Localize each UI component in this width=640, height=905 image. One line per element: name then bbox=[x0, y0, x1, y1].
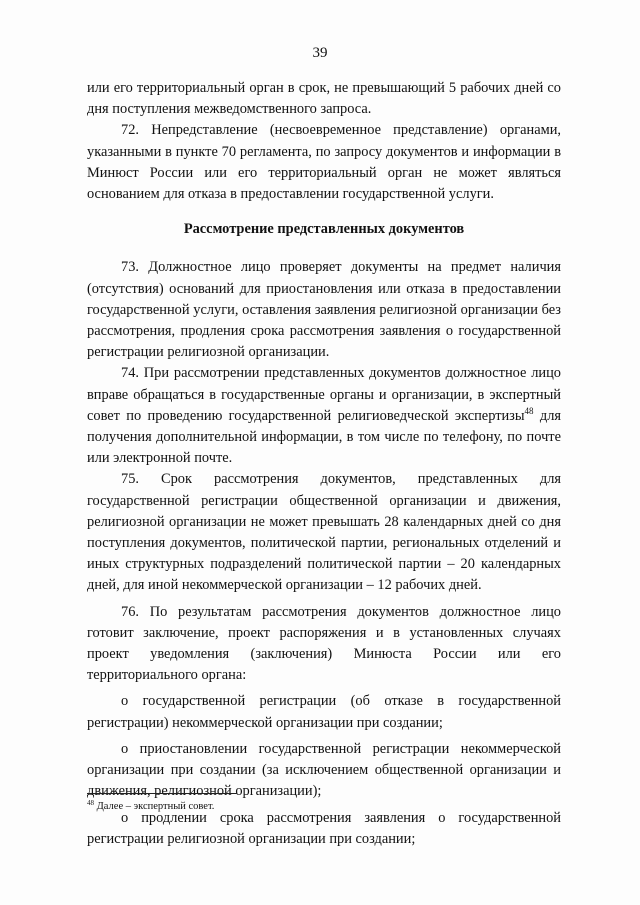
footnote bbox=[87, 800, 214, 814]
paragraph-76: 76. По результатам рассмотрения документов должностное лицо готовит заключение, проект распоряжения и в установленных случаях проект уведомления (заключения) Минюста России или его территориального органа: bbox=[87, 603, 561, 684]
paragraph-74-text: 74. При рассмотрении представленных документов должностное лицо вправе обращаться в государственные органы и организации, в экспертный совет по проведению государственной религиоведческой экспертизы bbox=[87, 365, 561, 424]
page-number: 39 bbox=[312, 45, 328, 61]
list-item: о государственной регистрации (об отказе в государственной регистрации) некоммерческой организации при создании; bbox=[87, 693, 561, 731]
paragraph-73: 73. Должностное лицо проверяет документы на предмет наличия (отсутствия) оснований для приостановления или отказа в предоставлении государственной услуги, оставления заявления религиозной организации без рассмотрения, продления срока рассмотрения заявления о государственной регистрации религиозной организации. bbox=[87, 259, 561, 361]
paragraph-continuation: или его территориальный орган в срок, не превышающий 5 рабочих дней со дня поступления межведомственного запроса. bbox=[87, 80, 561, 118]
list-item: о приостановлении государственной регистрации некоммерческой организации при создании (за исключением общественной организации и движения, религиозной организации); bbox=[87, 740, 561, 800]
paragraph-74-text-end: для получения дополнительной информации, в том числе по телефону, по почте или электронной почте. bbox=[87, 407, 561, 467]
section-heading: Рассмотрение представленных документов bbox=[183, 221, 465, 238]
paragraph-72: 72. Непредставление (несвоевременное представление) органами, указанными в пункте 70 регламента, по запросу документов и информации в Минюст России или его территориальный орган не может являться основанием для отказа в предоставлении государственной услуги. bbox=[87, 122, 561, 203]
paragraph-74 bbox=[87, 363, 561, 469]
document-body bbox=[87, 78, 561, 850]
footnote-divider bbox=[87, 793, 237, 794]
footnote-number: 48 bbox=[87, 799, 94, 807]
footnote-reference: 48 bbox=[524, 405, 534, 416]
list-item: о продлении срока рассмотрения заявления о государственной регистрации религиозной организации при создании; bbox=[87, 809, 561, 847]
footnote-text: Далее – экспертный совет. bbox=[94, 801, 215, 812]
paragraph-75: 75. Срок рассмотрения документов, представленных для государственной регистрации общественной организации и движения, религиозной организации не может превышать 28 календарных дней со дня поступления документов, политической партии, региональных отделений и иных структурных подразделений политической партии – 20 календарных дней, для иной некоммерческой организации – 12 рабочих дней. bbox=[87, 471, 561, 594]
